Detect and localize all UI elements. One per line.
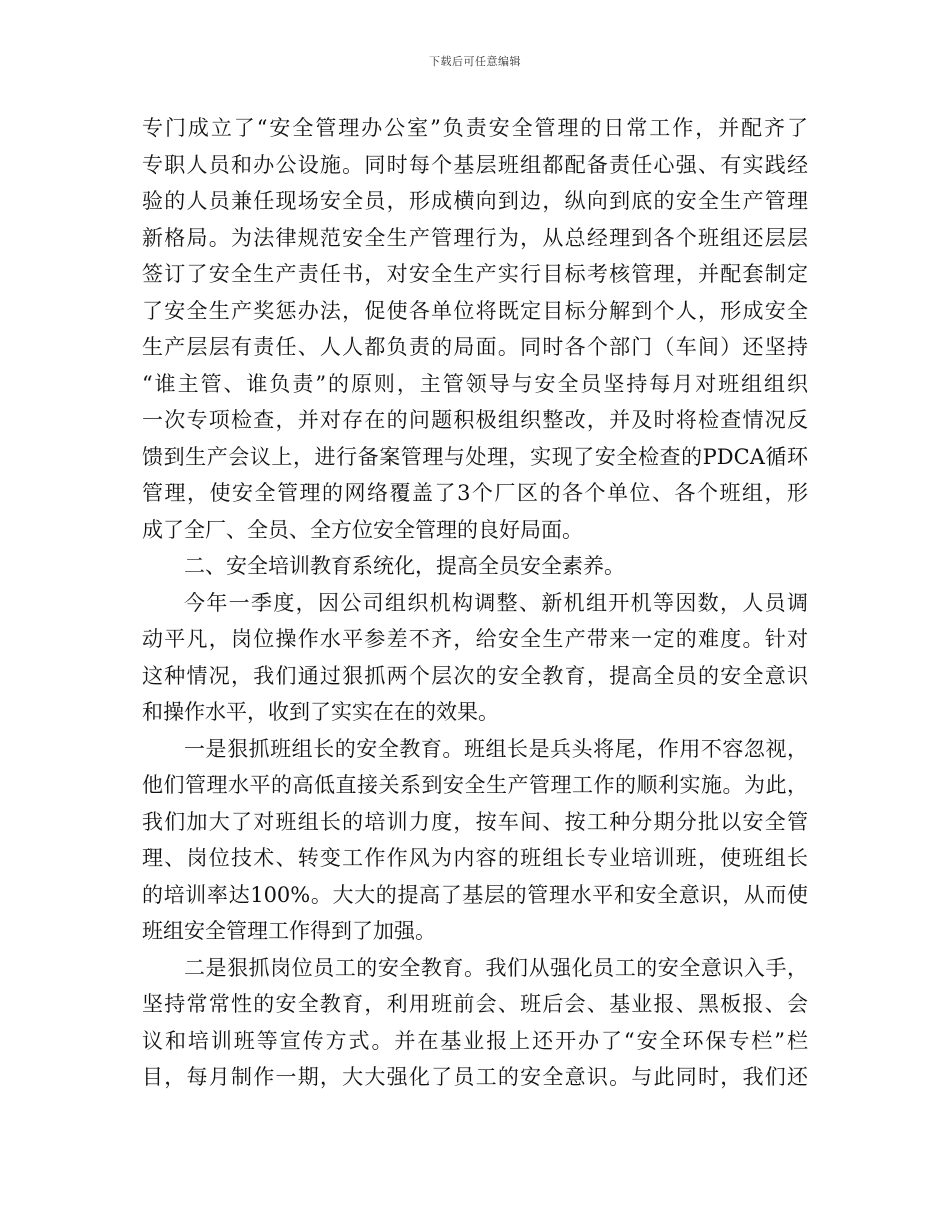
text-line: 签订了安全生产责任书，对安全生产实行目标考核管理，并配套制定: [142, 262, 808, 286]
text-line: 他们管理水平的高低直接关系到安全生产管理工作的顺利实施。为此，: [142, 773, 808, 797]
text-line: 专门成立了“安全管理办公室”负责安全管理的日常工作，并配齐了: [142, 116, 808, 140]
text-line: 馈到生产会议上，进行备案管理与处理，实现了安全检查的PDCA循环: [142, 444, 808, 469]
text-line: 的培训率达100%。大大的提高了基层的管理水平和安全意识，从而使: [142, 882, 808, 907]
text-line: 今年一季度，因公司组织机构调整、新机组开机等因数，人员调: [184, 590, 808, 615]
document-body: [142, 110, 808, 1096]
text-line: 生产层层有责任、人人都负责的局面。同时各个部门（车间）还坚持: [142, 335, 808, 359]
text-line: 一次专项检查，并对存在的问题积极组织整改，并及时将检查情况反: [142, 408, 808, 432]
text-line: 坚持常常性的安全教育，利用班前会、班后会、基业报、黑板报、会: [142, 992, 808, 1016]
text-line: 专职人员和办公设施。同时每个基层班组都配备责任心强、有实践经: [142, 152, 808, 177]
text-line: 班组安全管理工作得到了加强。: [142, 919, 436, 943]
text-line: 一是狠抓班组长的安全教育。班组长是兵头将尾，作用不容忽视，: [184, 736, 808, 761]
text-line: 验的人员兼任现场安全员，形成横向到边，纵向到底的安全生产管理: [142, 189, 808, 213]
text-line: 理、岗位技术、转变工作作风为内容的班组长专业培训班，使班组长: [142, 846, 808, 870]
text-line: 目，每月制作一期，大大强化了员工的安全意识。与此同时，我们还: [142, 1065, 808, 1089]
page-header: 下载后可任意编辑: [429, 55, 521, 68]
text-line: 我们加大了对班组长的培训力度，按车间、按工种分期分批以安全管: [142, 809, 808, 834]
text-line: 议和培训班等宣传方式。并在基业报上还开办了“安全环保专栏”栏: [142, 1028, 808, 1053]
text-line: 二是狠抓岗位员工的安全教育。我们从强化员工的安全意识入手，: [184, 955, 808, 980]
text-line: 动平凡，岗位操作水平参差不齐，给安全生产带来一定的难度。针对: [142, 627, 808, 651]
text-line: 新格局。为法律规范安全生产管理行为，从总经理到各个班组还层层: [142, 225, 808, 250]
text-line: 了安全生产奖惩办法，促使各单位将既定目标分解到个人，形成安全: [142, 298, 808, 323]
text-line: “谁主管、谁负责”的原则，主管领导与安全员坚持每月对班组组织: [142, 371, 808, 396]
text-line: 管理，使安全管理的网络覆盖了3个厂区的各个单位、各个班组，形: [142, 481, 808, 505]
text-line: 成了全厂、全员、全方位安全管理的良好局面。: [142, 517, 583, 542]
text-line: 这种情况，我们通过狠抓两个层次的安全教育，提高全员的安全意识: [142, 663, 808, 688]
text-line: 和操作水平，收到了实实在在的效果。: [142, 700, 499, 724]
text-line: 二、安全培训教育系统化，提高全员安全素养。: [184, 554, 625, 578]
